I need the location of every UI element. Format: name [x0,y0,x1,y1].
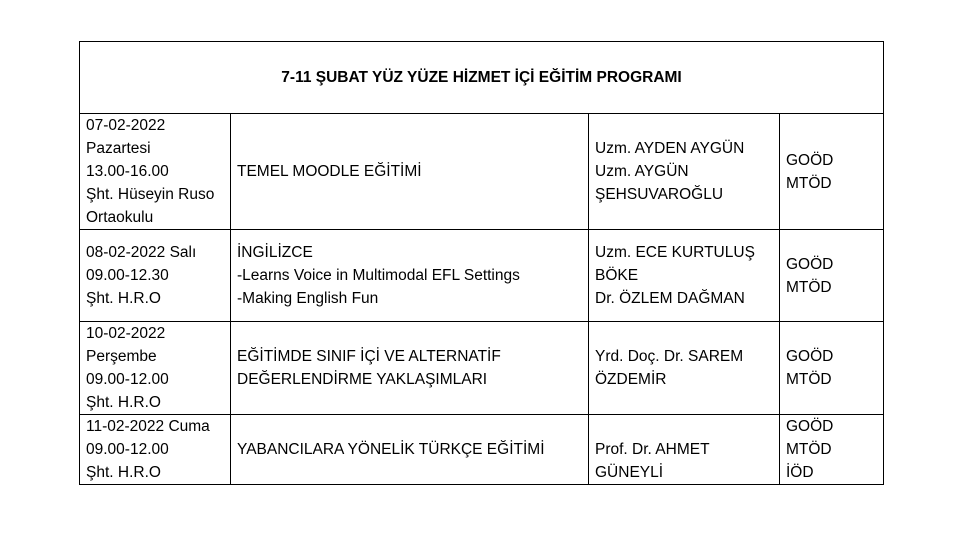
document-title: 7-11 ŞUBAT YÜZ YÜZE HİZMET İÇİ EĞİTİM PROGRAMI [80,42,884,114]
speaker-line: GÜNEYLİ [595,464,664,481]
speaker-line: BÖKE [595,267,639,284]
unit-line: MTÖD [786,371,832,388]
speaker-line: Yrd. Doç. Dr. SAREM [595,348,744,365]
date-line: 08-02-2022 Salı [86,244,197,261]
speaker-line: ŞEHSUVAROĞLU [595,186,724,203]
unit-line: GOÖD [786,348,834,365]
session-speaker-cell [589,415,780,485]
session-topic-cell [231,415,589,485]
venue-line: Şht. H.R.O [86,464,161,481]
session-unit-cell [780,230,884,322]
speaker-line: Uzm. AYGÜN [595,163,689,180]
title-row [80,42,884,114]
table-row [80,415,884,485]
unit-line: GOÖD [786,151,834,169]
session-unit-cell [780,114,884,230]
session-date-cell [80,230,231,322]
table-row [80,322,884,415]
day-line: Perşembe [86,348,157,365]
topic-line: YABANCILARA YÖNELİK TÜRKÇE EĞİTİMİ [237,441,545,458]
speaker-line: Prof. Dr. AHMET [595,441,710,458]
session-speaker-cell [589,114,780,230]
topic-line: EĞİTİMDE SINIF İÇİ VE ALTERNATİF [237,348,501,365]
topic-line: -Making English Fun [237,290,379,307]
venue-line: Şht. H.R.O [86,290,161,307]
day-line: Pazartesi [86,140,151,157]
table-row [80,114,884,230]
speaker-line: Dr. ÖZLEM DAĞMAN [595,290,745,307]
venue-line: Şht. Hüseyin Ruso [86,186,215,203]
time-line: 09.00-12.00 [86,441,169,458]
date-line: 11-02-2022 Cuma [86,418,210,435]
unit-line: MTÖD [786,174,832,192]
time-line: 09.00-12.30 [86,267,169,284]
venue-line: Ortaokulu [86,209,154,226]
time-line: 09.00-12.00 [86,371,169,388]
date-line: 07-02-2022 [86,117,166,134]
speaker-line: Uzm. AYDEN AYGÜN [595,140,745,157]
session-date-cell [80,415,231,485]
session-unit-cell [780,322,884,415]
session-topic-cell [231,114,589,230]
session-speaker-cell [589,322,780,415]
unit-line: İÖD [786,464,814,481]
unit-line: MTÖD [786,278,832,296]
topic-line: İNGİLİZCE [237,244,313,261]
topic-line: TEMEL MOODLE EĞİTİMİ [237,163,422,180]
unit-line: GOÖD [786,255,834,273]
unit-line: MTÖD [786,441,832,458]
session-unit-cell [780,415,884,485]
topic-line: DEĞERLENDİRME YAKLAŞIMLARI [237,371,488,388]
table-row [80,230,884,322]
session-topic-cell [231,322,589,415]
venue-line: Şht. H.R.O [86,394,161,411]
session-date-cell [80,114,231,230]
topic-line: -Learns Voice in Multimodal EFL Settings [237,267,520,284]
date-line: 10-02-2022 [86,325,166,342]
session-speaker-cell [589,230,780,322]
training-program-table [79,41,884,485]
speaker-line: ÖZDEMİR [595,371,667,388]
session-date-cell [80,322,231,415]
session-topic-cell [231,230,589,322]
speaker-line: Uzm. ECE KURTULUŞ [595,244,755,261]
unit-line: GOÖD [786,418,834,435]
time-line: 13.00-16.00 [86,163,169,180]
